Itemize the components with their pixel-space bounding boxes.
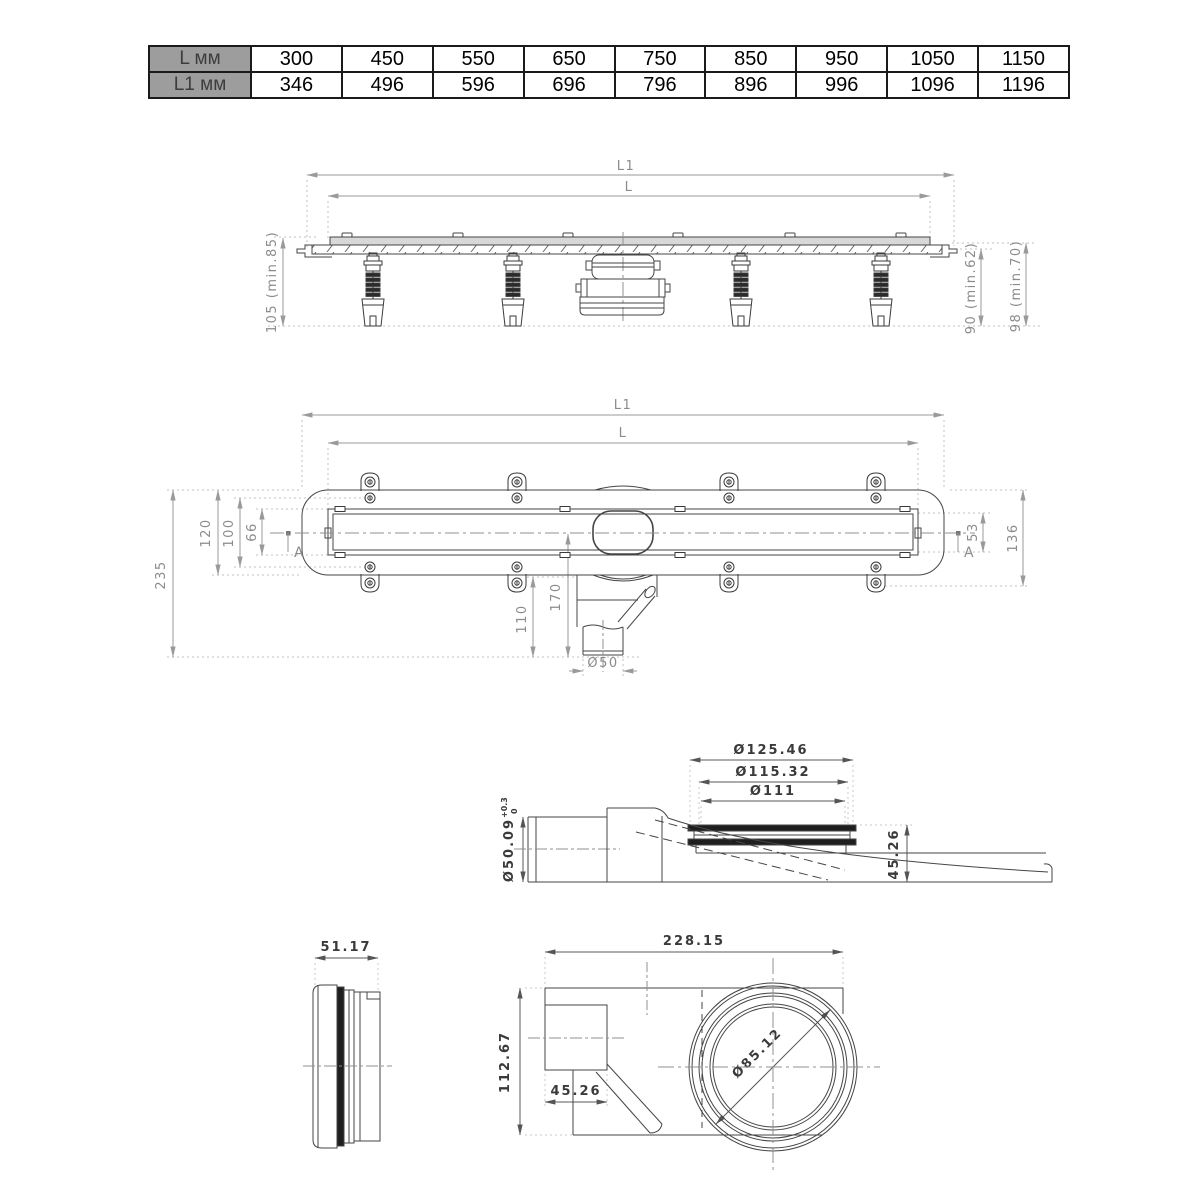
adjustable-leg (870, 253, 892, 326)
dim-110-label: 110 (515, 604, 530, 634)
view-section (500, 743, 1052, 882)
l-value-cell: 950 (796, 46, 887, 72)
l-value-cell: 850 (705, 46, 796, 72)
l-value-cell: 750 (615, 46, 706, 72)
l-value-cell: 1050 (887, 46, 978, 72)
mounting-lug (867, 562, 885, 592)
view-elevation (265, 159, 1040, 334)
l-value-cell: 650 (524, 46, 615, 72)
dim-66-label: 66 (245, 522, 260, 542)
svg-text:+0.3: +0.3 (500, 797, 509, 818)
dim-outlet-label: Ø50 (587, 656, 619, 671)
l-value-cell: 300 (251, 46, 342, 72)
mounting-lug (720, 473, 738, 503)
dim-pipe-diameter-label (500, 797, 519, 882)
dim-120-label: 120 (199, 518, 214, 548)
dim-4526-label: 45.26 (887, 828, 902, 880)
dim-100-label: 100 (222, 518, 237, 548)
l1-value-cell: 896 (705, 72, 796, 98)
dim-l-label: L (618, 426, 628, 441)
view-trap-top (498, 934, 880, 1172)
dim-136-label: 136 (1006, 523, 1021, 553)
adjustable-leg (730, 253, 752, 326)
mounting-lug (508, 562, 526, 592)
l-value-cell: 450 (342, 46, 433, 72)
svg-text:A: A (964, 545, 974, 561)
svg-text:A: A (294, 545, 304, 561)
mounting-lug (361, 562, 379, 592)
mounting-lug (361, 473, 379, 503)
l1-value-cell: 496 (342, 72, 433, 98)
dim-105-label: 105 (min.85) (265, 230, 280, 334)
dim-4526-pipe-label: 45.26 (550, 1084, 602, 1099)
l1-value-cell: 996 (796, 72, 887, 98)
size-table-header-l1: L1 мм (149, 72, 251, 98)
dim-170-label: 170 (549, 582, 564, 612)
dim-l-label: L (624, 180, 634, 195)
dim-11267-label: 112.67 (498, 1030, 513, 1094)
dim-d125-label: Ø125.46 (733, 743, 809, 758)
l1-value-cell: 696 (524, 72, 615, 98)
svg-text:Ø50.09: Ø50.09 (502, 817, 517, 883)
dim-8512-label: Ø85.12 (729, 1025, 786, 1082)
dim-53-label: 53 (966, 522, 981, 542)
l1-value-cell: 346 (251, 72, 342, 98)
view-plan (154, 398, 1030, 677)
svg-text:0: 0 (510, 808, 519, 814)
dim-5117-label: 51.17 (320, 940, 372, 955)
dim-d115-label: Ø115.32 (735, 765, 811, 780)
l1-value-cell: 1196 (978, 72, 1069, 98)
l-value-cell: 1150 (978, 46, 1069, 72)
size-table-header-l: L мм (149, 46, 251, 72)
dim-235-label: 235 (154, 560, 169, 590)
adjustable-leg (362, 253, 384, 326)
dim-l1-label: L1 (613, 398, 633, 413)
dim-90-label: 90 (min.62) (964, 241, 979, 335)
l1-value-cell: 596 (433, 72, 524, 98)
l-value-cell: 550 (433, 46, 524, 72)
dim-d111-label: Ø111 (749, 784, 797, 799)
l1-value-cell: 796 (615, 72, 706, 98)
dim-98-label: 98 (min.70) (1009, 239, 1024, 333)
l1-value-cell: 1096 (887, 72, 978, 98)
dim-l1-label: L1 (616, 159, 636, 174)
adjustable-leg (502, 253, 524, 326)
section-marker-a-left (286, 531, 304, 561)
mounting-lug (867, 473, 885, 503)
mounting-lug (508, 473, 526, 503)
dim-22815-label: 228.15 (662, 934, 726, 949)
view-flange-side (303, 940, 392, 1148)
mounting-lug (720, 562, 738, 592)
